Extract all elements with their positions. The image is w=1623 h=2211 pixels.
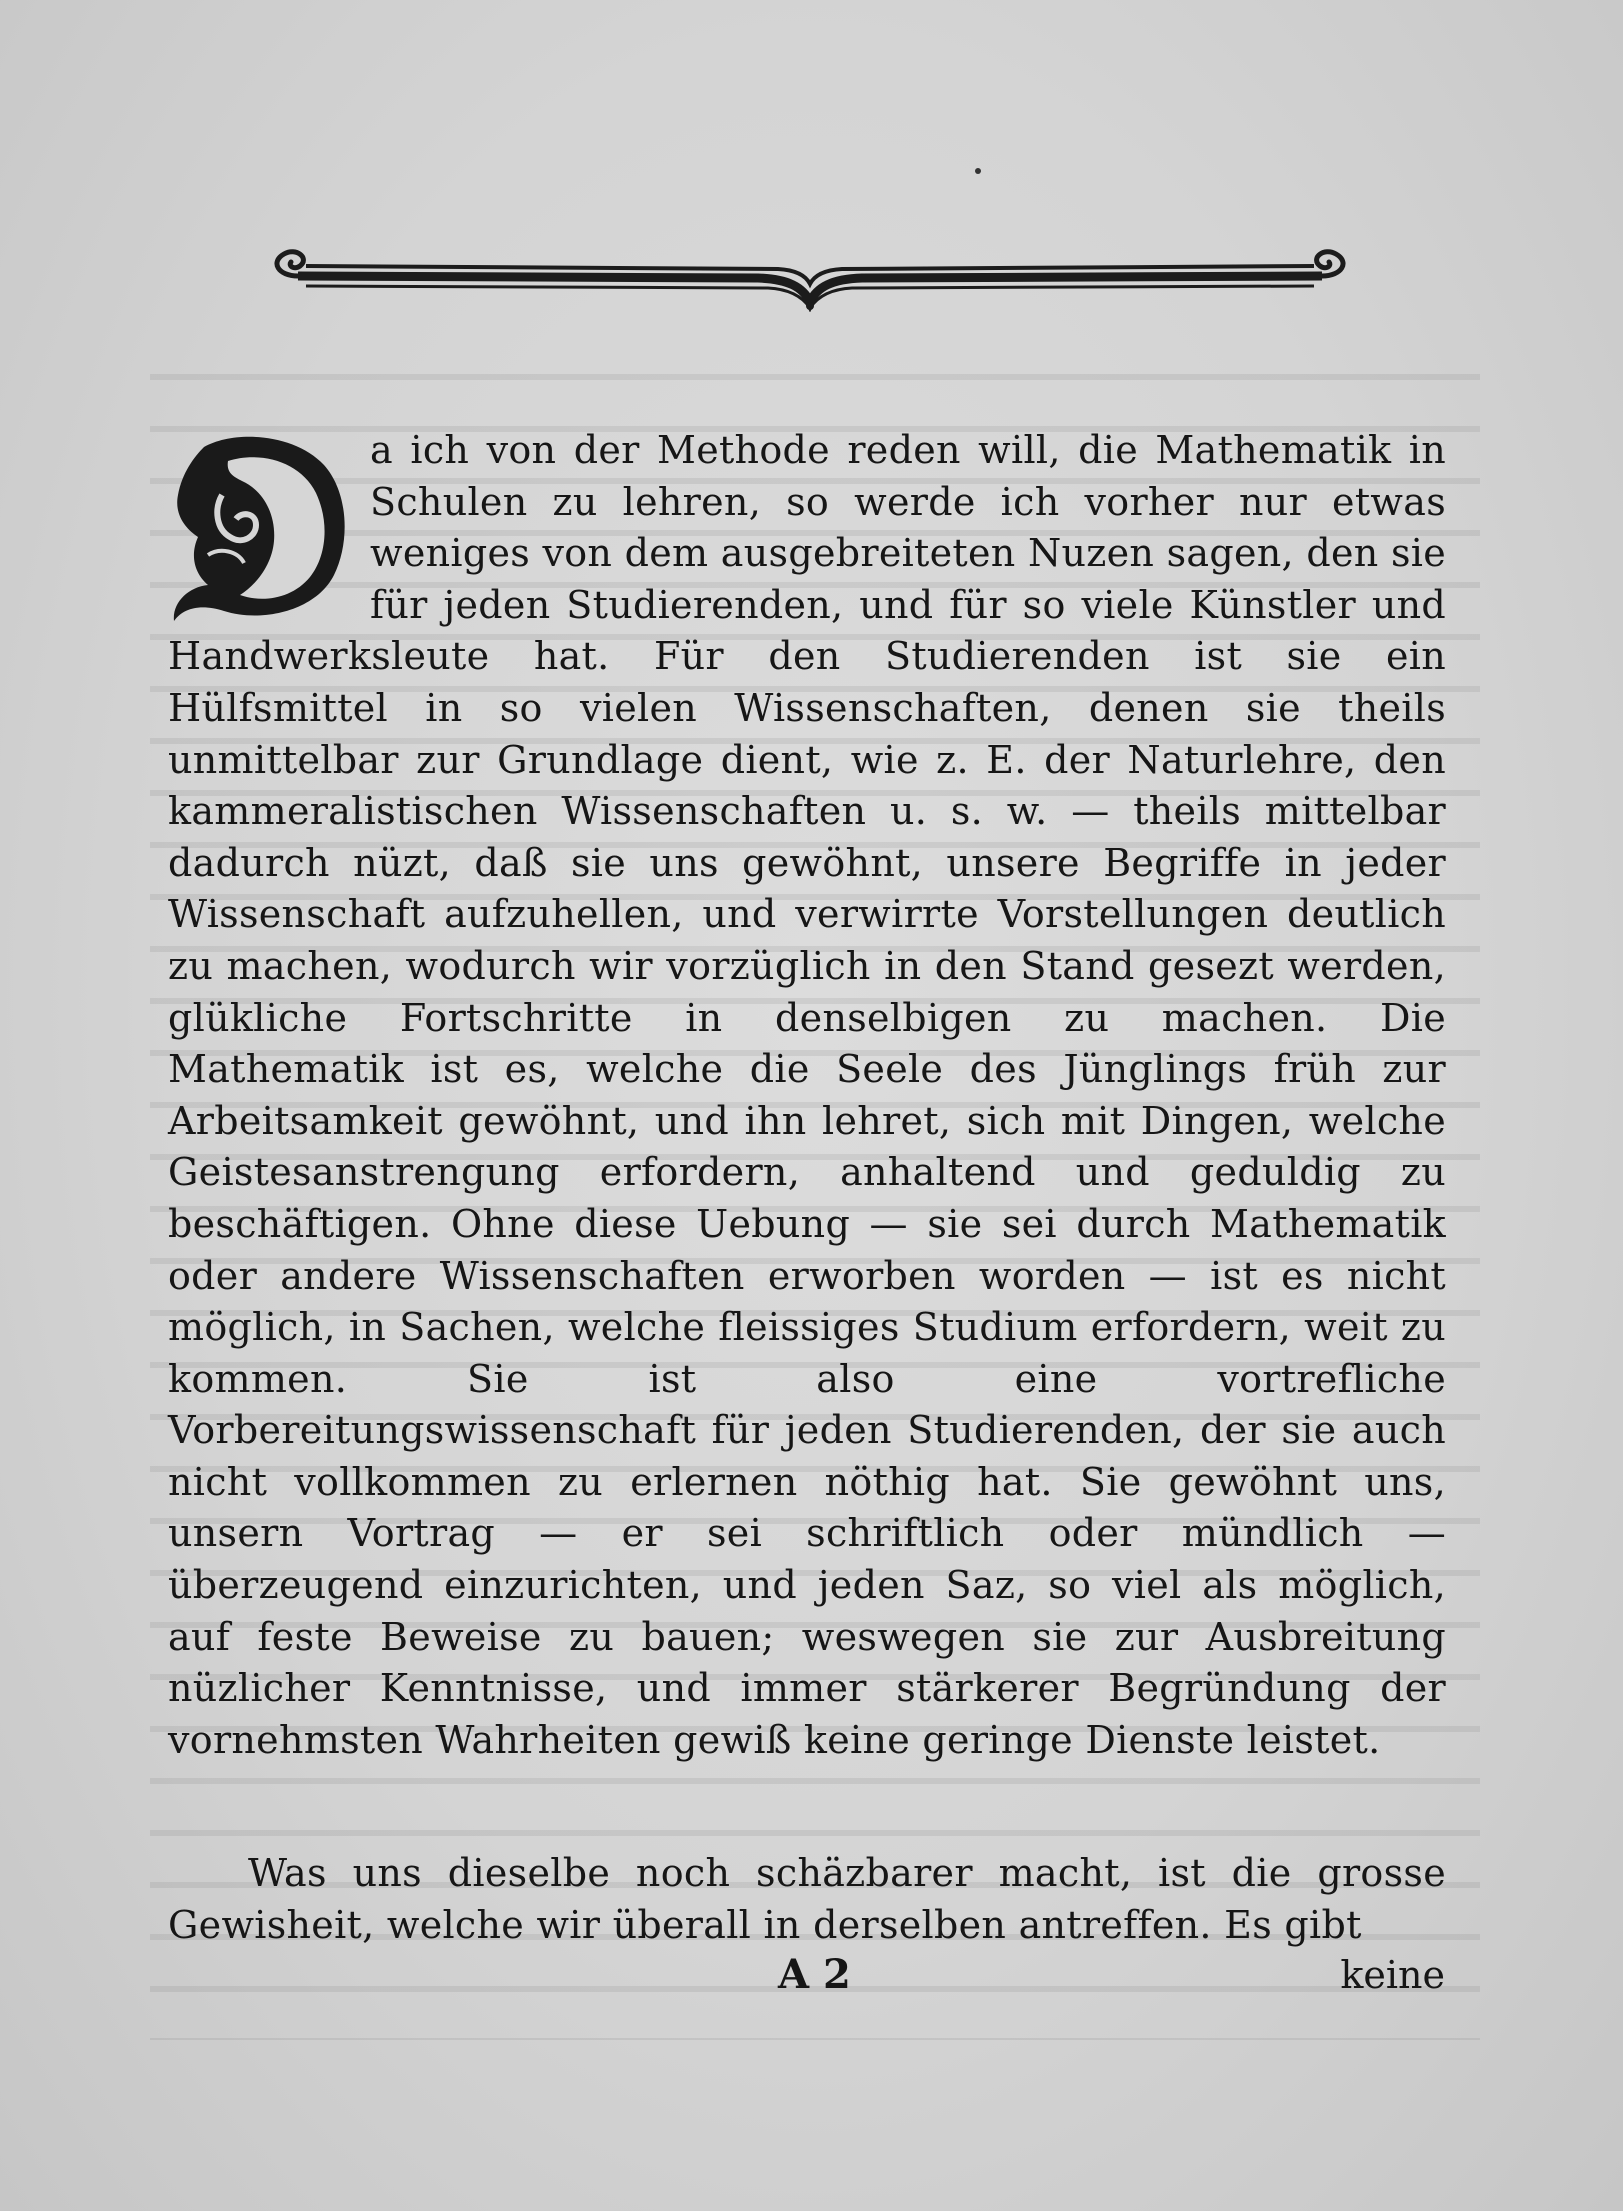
catchword: keine	[1340, 1953, 1445, 1997]
paragraph-1-text: a ich von der Methode reden will, die Mathematik in Schulen zu lehren, so werde ich vorher nur etwas weniges von dem ausgebreiteten Nuzen sagen, den sie für jeden Studierenden, und für so viele Künstler und Handwerksleute hat. Für den Studierenden ist sie ein Hülfsmittel in so vielen Wissenschaften, denen sie theils unmittelbar zur Grundlage dient, wie z. E. der Naturlehre, den kammeralistischen Wissenschaften u. s. w. — theils mittelbar dadurch nüzt, daß sie uns gewöhnt, unsere Begriffe in jeder Wissenschaft aufzuhellen, und verwirrte Vorstellungen deutlich zu machen, wodurch wir vorzüglich in den Stand gesezt werden, glükliche Fortschritte in denselbigen zu machen. Die Mathematik ist es, welche die Seele des Jünglings früh zur Arbeitsamkeit gewöhnt, und ihn lehret, sich mit Dingen, welche Geistesanstrengung erfordern, anhaltend und geduldig zu beschäftigen. Ohne diese Uebung — sie sei durch Mathematik oder andere Wissenschaften erworben worden — ist es nicht möglich, in Sachen, welche fleissiges Studium erfordern, weit zu kommen. Sie ist also eine vortrefliche Vorbereitungswissenschaft für jeden Studierenden, der sie auch nicht vollkommen zu erlernen nöthig hat. Sie gewöhnt uns, unsern Vortrag — er sei schriftlich oder mündlich — überzeugend einzurichten, und jeden Saz, so viel als möglich, auf feste Beweise zu bauen; weswegen sie zur Ausbreitung nüzlicher Kenntnisse, und immer stärkerer Begründung der vornehmsten Wahrheiten gewiß keine geringe Dienste leistet.	[168, 428, 1446, 1762]
paragraph-2: Was uns dieselbe noch schäzbarer macht, ist die grosse Gewisheit, welche wir überall in derselben antreffen. Es gibt	[168, 1851, 1446, 1947]
decorated-initial	[164, 425, 354, 625]
signature-mark: A 2	[778, 1951, 851, 1998]
paragraph-1	[168, 425, 1446, 1766]
main-text	[168, 425, 1446, 1766]
ink-speck	[975, 168, 981, 174]
headpiece-ornament	[258, 232, 1362, 312]
initial-letter	[370, 425, 371, 426]
